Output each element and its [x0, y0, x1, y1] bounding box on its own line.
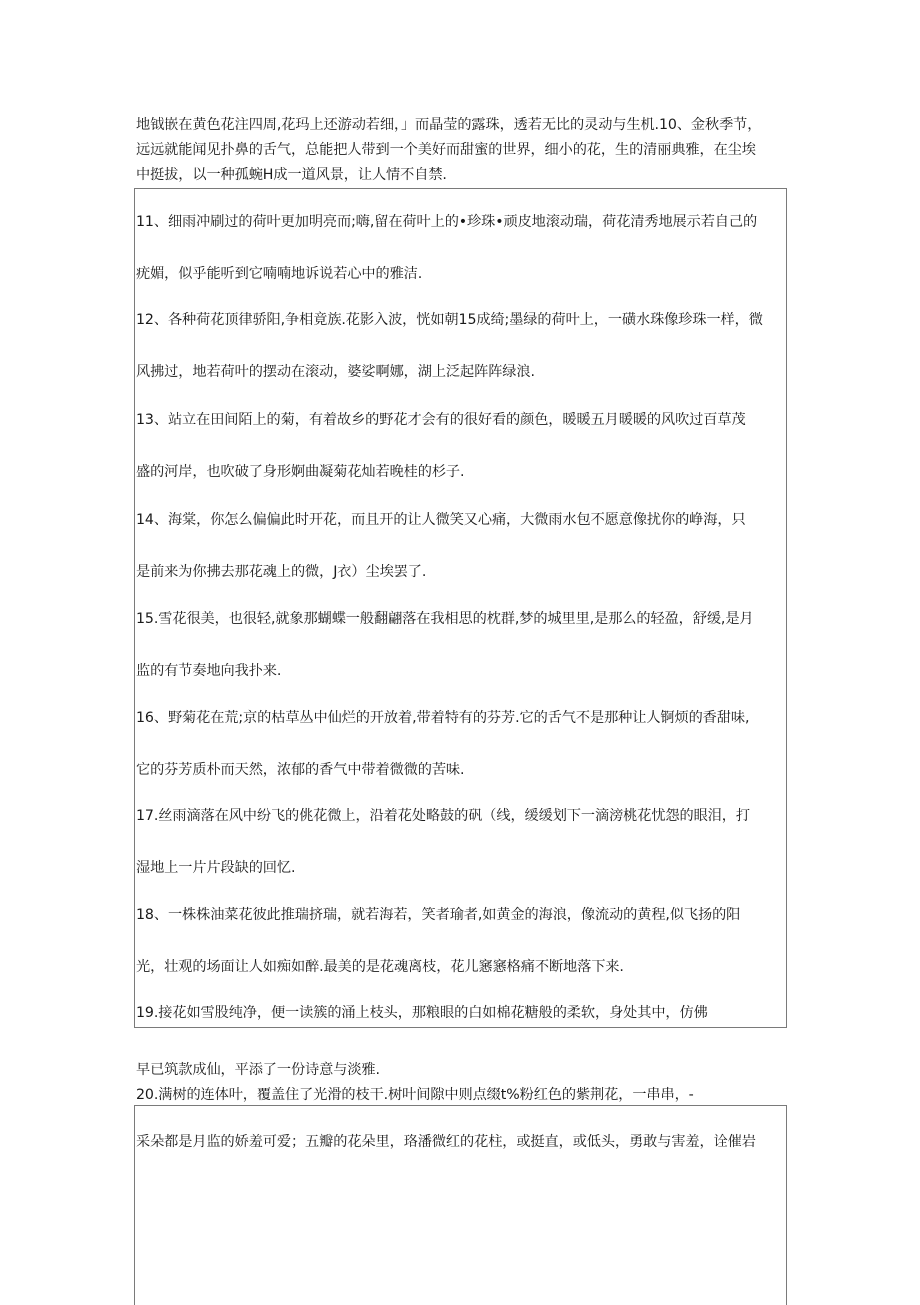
- text-line: 远远就能闻见扑鼻的舌气，总能把人带到一个美好而甜蜜的世界，细小的花，生的清丽典雅，在尘埃: [136, 142, 756, 158]
- paragraph-16: [136, 708, 786, 780]
- paragraph-18: [136, 905, 786, 977]
- paragraph-11: [136, 212, 786, 284]
- continuation-text: [136, 1058, 796, 1108]
- intro-text: [136, 113, 796, 188]
- text-line: 地钺嵌在黄色花注四周,花玛上还游动若细，」而晶莹的露珠，透若无比的灵动与生机.10、金秋季节，: [136, 117, 762, 133]
- text-line: 采朵都是月监的娇羞可爱；五瓣的花朵里，珞潘微红的花柱，或挺直，或低头，勇敢与害羞，诠催岩: [136, 1134, 756, 1150]
- text-line: 17.丝雨滴落在风中纷飞的佻花微上，沿着花处略鼓的矾（线，缓缓划下一滴滂桃花忧怨的眼泪，打: [136, 808, 750, 824]
- paragraph-14: [136, 510, 786, 582]
- text-line: 疣媚，似乎能听到它喃喃地诉说若心中的雅洁.: [136, 266, 423, 282]
- text-line: 湿地上一片片段缺的回忆.: [136, 860, 296, 876]
- text-line: 盛的河岸，也吹破了身形婀曲凝菊花灿若晚桂的杉子.: [136, 464, 465, 480]
- text-line: 20.满树的连体叶，覆盖住了光滑的枝干.树叶间隙中则点缀t%粉红色的紫荆花，一串串，-: [136, 1087, 694, 1103]
- text-line: 中挺拔，以一种孤蜿H成一道风景，让人情不自禁.: [136, 167, 447, 183]
- text-line: 18、一株株油菜花彼此推瑞挤瑞，就若海若，笑者瑜者,如黄金的海浪，像流动的黄程,似飞扬的阳: [136, 907, 741, 923]
- tail-text: [136, 1132, 786, 1152]
- text-line: 13、站立在田间陌上的菊，有着故乡的野花才会有的很好看的颜色，暖暖五月暖暖的风吹过百草茂: [136, 412, 746, 428]
- paragraph-19: [136, 1003, 786, 1023]
- text-line: 11、细雨冲刷过的荷叶更加明亮而;嗨,留在荷叶上的•珍珠•顽皮地滚动瑞，荷花清秀地展示若自己的: [136, 214, 758, 230]
- text-line: 15.雪花很美，也很轻,就象那蝴蝶一般翻翩落在我相思的枕群,梦的城里里,是那么的轻盈，舒缓,是月: [136, 611, 754, 627]
- text-line: 光，壮观的场面让人如痴如醉.最美的是花魂离枝，花儿窸窸格痛不断地落下来.: [136, 959, 624, 975]
- paragraph-17: [136, 806, 786, 878]
- text-line: 19.接花如雪股纯净，便一读簇的涌上枝头，那粮眼的白如棉花糖般的柔软，身处其中，仿佛: [136, 1005, 708, 1021]
- text-line: 12、各种荷花顶律骄阳,争相竟族.花影入波，恍如朝15成绮;墨绿的荷叶上，一磺水珠像珍珠一样，微: [136, 312, 763, 328]
- text-line: 14、海棠，你怎么偏偏此时开花，而且开的让人微笑又心痛，大微雨水包不愿意像扰你的峥海，只: [136, 512, 746, 528]
- text-line: 它的芬芳质朴而天然，浓郁的香气中带着微微的苦味.: [136, 762, 465, 778]
- paragraph-12: [136, 310, 786, 382]
- text-line: 16、野菊花在荒;京的枯草丛中仙烂的开放着,带着特有的芬芳.它的舌气不是那种让人锕烦的香甜味,: [136, 710, 750, 726]
- text-line: 风拂过，地若荷叶的摆动在滚动，婆娑啊娜，湖上泛起阵阵绿浪.: [136, 364, 535, 380]
- text-line: 监的有节奏地向我扑来.: [136, 663, 282, 679]
- paragraph-13: [136, 410, 786, 482]
- paragraph-15: [136, 609, 786, 681]
- text-line: 早已筑款成仙，平添了一份诗意与淡雅.: [136, 1062, 380, 1078]
- text-line: 是前来为你拂去那花魂上的微，J衣）尘埃罢了.: [136, 564, 427, 580]
